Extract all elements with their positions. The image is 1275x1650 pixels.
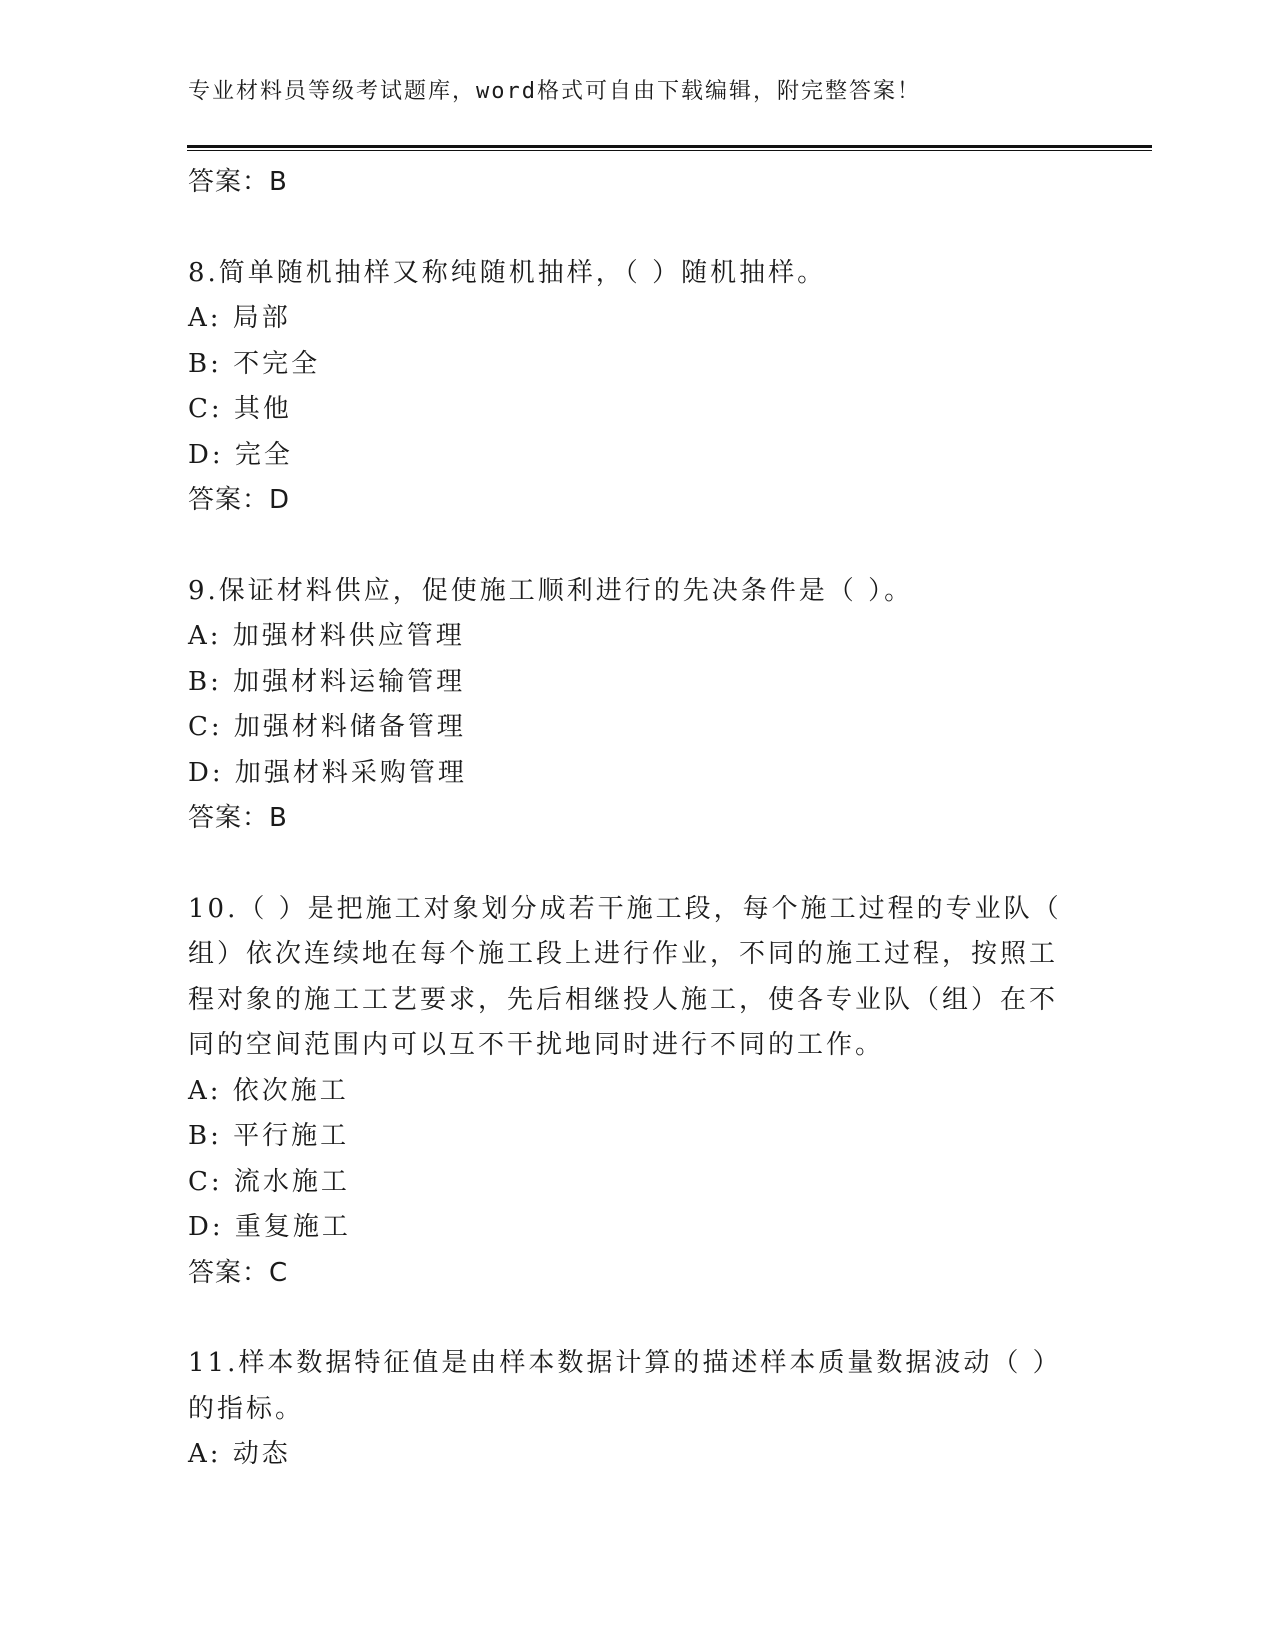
question-stem-line: 同的空间范围内可以互不干扰地同时进行不同的工作。 — [188, 1030, 885, 1060]
option-b: B: 平行施工 — [188, 1121, 350, 1151]
question-stem-line: 11.样本数据特征值是由样本数据计算的描述样本质量数据波动（ ） — [188, 1348, 1062, 1378]
option-b: B: 加强材料运输管理 — [188, 666, 466, 697]
option-b: B: 不完全 — [188, 348, 321, 379]
option-a: A: 依次施工 — [188, 1075, 349, 1106]
option-a: A: 动态 — [188, 1439, 291, 1469]
option-d: D: 重复施工 — [188, 1212, 351, 1242]
question-stem-line: 组）依次连续地在每个施工段上进行作业，不同的施工过程，按照工 — [188, 939, 1059, 969]
question-stem-line: 10.（ ）是把施工对象划分成若干施工段，每个施工过程的专业队（ — [188, 893, 1062, 924]
question-answer: 答案：B — [188, 803, 288, 833]
question-content — [188, 160, 1068, 1478]
option-a: A: 局部 — [188, 303, 291, 333]
option-c: C: 流水施工 — [188, 1166, 350, 1197]
question-11 — [188, 1341, 1068, 1478]
header-rule-thin — [187, 150, 1152, 151]
question-10 — [188, 887, 1068, 1297]
option-c: C: 加强材料储备管理 — [188, 712, 466, 742]
header-rule-thick — [187, 145, 1152, 148]
option-d: D: 加强材料采购管理 — [188, 757, 467, 788]
question-answer: 答案：C — [188, 1257, 289, 1288]
question-8 — [188, 251, 1068, 524]
option-c: C: 其他 — [188, 394, 292, 424]
question-stem: 9.保证材料供应，促使施工顺利进行的先决条件是（ ）。 — [188, 575, 914, 606]
page-header: 专业材料员等级考试题库，word格式可自由下载编辑，附完整答案！ — [188, 79, 921, 104]
option-d: D: 完全 — [188, 439, 293, 470]
option-a: A: 加强材料供应管理 — [188, 621, 465, 651]
question-stem: 8.简单随机抽样又称纯随机抽样，（ ）随机抽样。 — [188, 257, 827, 288]
previous-answer: 答案：B — [188, 167, 288, 197]
question-stem-line: 的指标。 — [188, 1393, 305, 1424]
question-9 — [188, 569, 1068, 842]
question-answer: 答案：D — [188, 485, 291, 515]
question-stem-line: 程对象的施工工艺要求，先后相继投人施工，使各专业队（组）在不 — [188, 984, 1059, 1015]
